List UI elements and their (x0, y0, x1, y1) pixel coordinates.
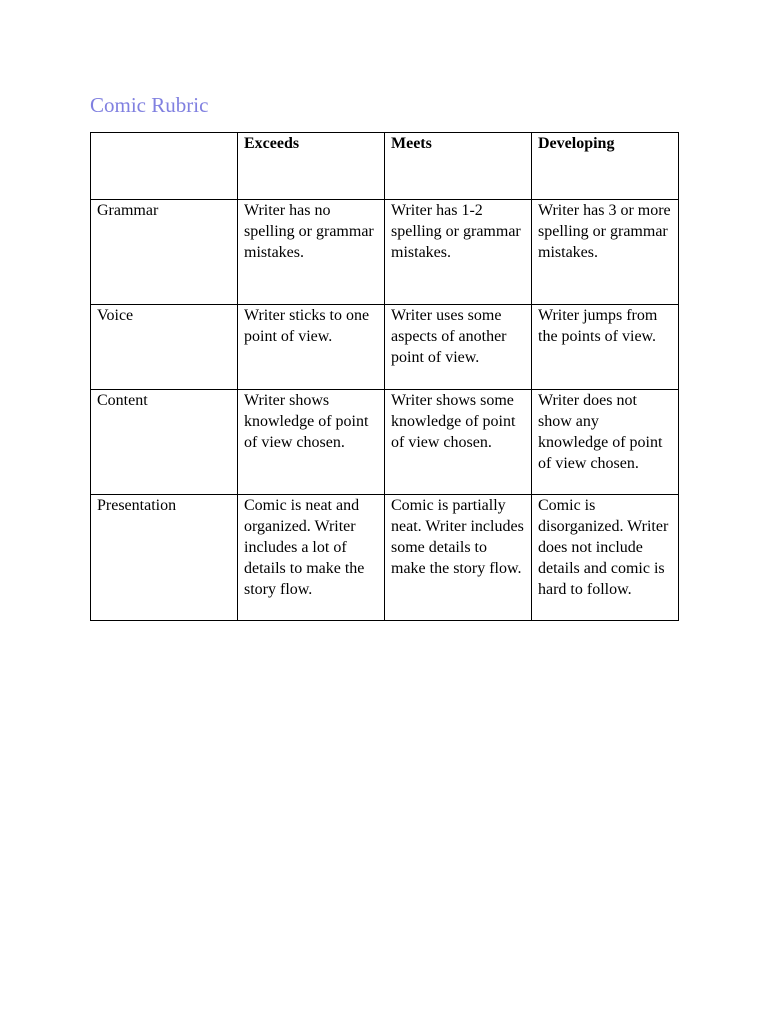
table-row-content (91, 390, 679, 495)
table-cell: Writer has no spelling or grammar mistakes. (238, 200, 385, 305)
header-cell-exceeds: Exceeds (238, 133, 385, 200)
row-label-grammar: Grammar (91, 200, 238, 305)
table-row-grammar (91, 200, 679, 305)
document-title: Comic Rubric (90, 93, 209, 117)
table-cell: Writer sticks to one point of view. (238, 305, 385, 390)
table-cell: Writer has 3 or more spelling or grammar mistakes. (532, 200, 679, 305)
table-row-voice (91, 305, 679, 390)
row-label-voice: Voice (91, 305, 238, 390)
table-header-row (91, 133, 679, 200)
header-cell-developing: Developing (532, 133, 679, 200)
header-cell-empty (91, 133, 238, 200)
table-cell: Writer shows knowledge of point of view chosen. (238, 390, 385, 495)
table-cell: Comic is partially neat. Writer includes some details to make the story flow. (385, 495, 532, 621)
header-cell-meets: Meets (385, 133, 532, 200)
row-label-content: Content (91, 390, 238, 495)
row-label-presentation: Presentation (91, 495, 238, 621)
rubric-table (90, 132, 679, 621)
table-cell: Comic is neat and organized. Writer includes a lot of details to make the story flow. (238, 495, 385, 621)
table-cell: Writer jumps from the points of view. (532, 305, 679, 390)
table-cell: Writer shows some knowledge of point of view chosen. (385, 390, 532, 495)
table-cell: Writer has 1-2 spelling or grammar mistakes. (385, 200, 532, 305)
table-row-presentation (91, 495, 679, 621)
table-cell: Comic is disorganized. Writer does not include details and comic is hard to follow. (532, 495, 679, 621)
table-cell: Writer uses some aspects of another point of view. (385, 305, 532, 390)
table-cell: Writer does not show any knowledge of point of view chosen. (532, 390, 679, 495)
